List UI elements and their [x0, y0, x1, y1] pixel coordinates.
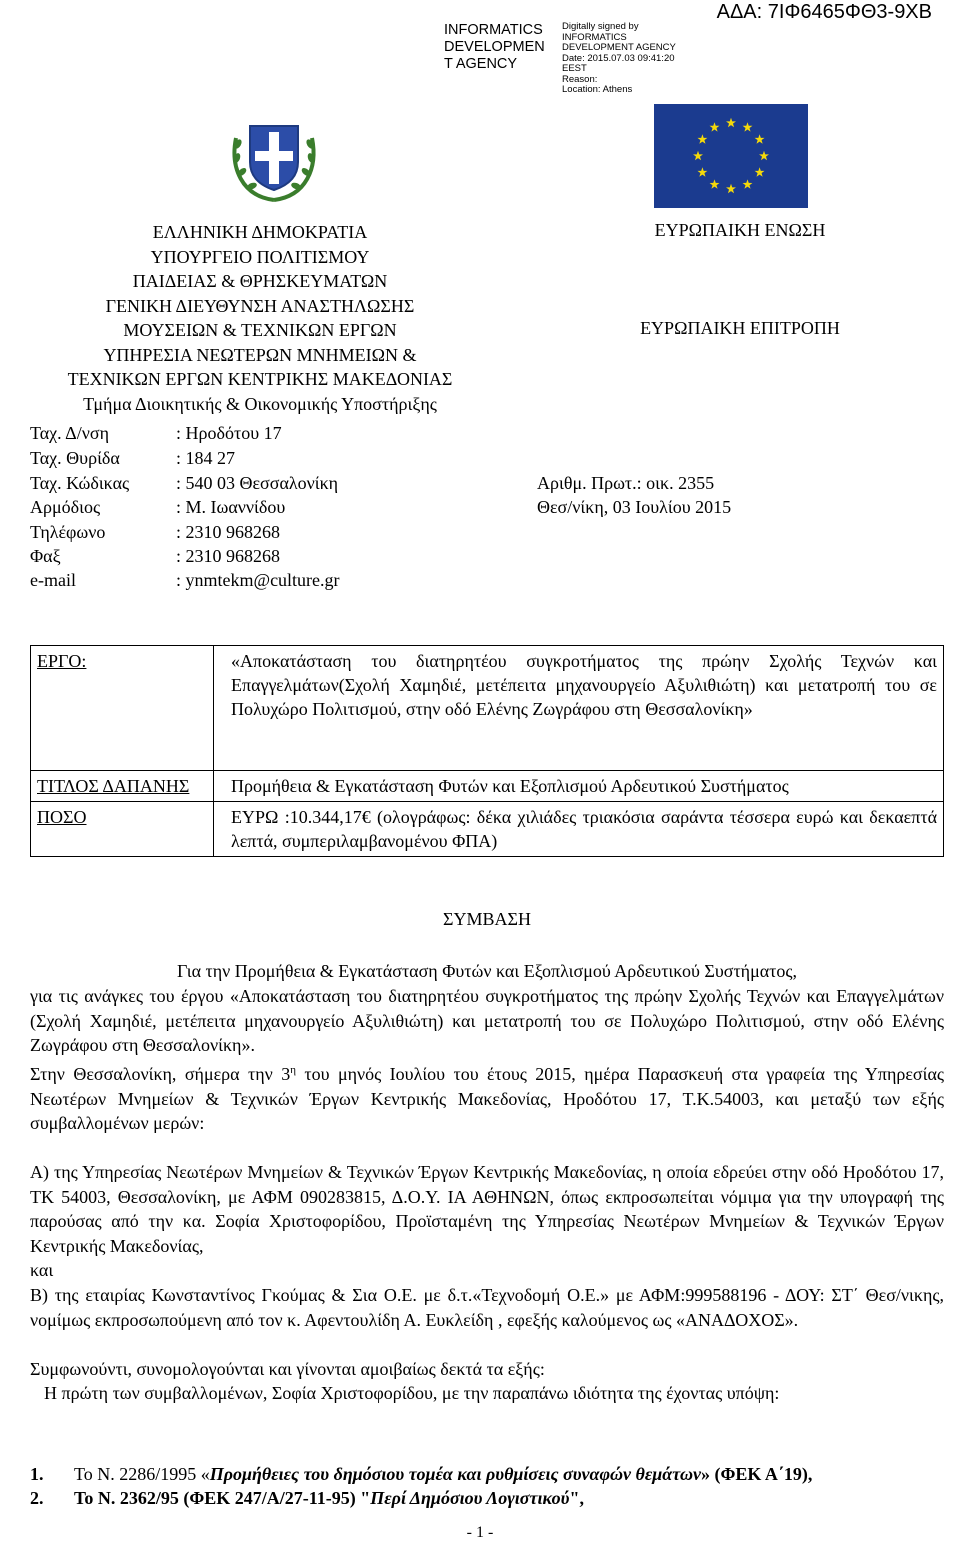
list-text-post: ", — [569, 1488, 584, 1508]
list-text — [74, 1464, 812, 1485]
address-value: : 2310 968268 — [176, 522, 281, 542]
address-key: Αρμόδιος — [30, 497, 101, 517]
table-row — [31, 771, 944, 802]
greek-emblem-icon — [222, 104, 326, 208]
contract-paragraph — [30, 1058, 944, 1136]
table-row — [31, 802, 944, 857]
authority-line: ΠΑΙΔΕΙΑΣ & ΘΡΗΣΚΕΥΜΑΤΩΝ — [132, 271, 388, 291]
address-value: : 2310 968268 — [176, 546, 281, 566]
address-key: Ταχ. Δ/νση — [30, 423, 110, 443]
issuing-authority — [0, 220, 520, 416]
paragraph-text: του μηνός Ιουλίου του έτους 2015, ημέρα Παρασκευή στα γραφεία της Υπηρεσίας Νεωτέρων Μνημείων & Τεχνικών Έργων Κεντρικής Μακεδονίας, Ηροδότου 17, Τ.Κ.54003, και μεταξύ των εξής συμβαλλομένων μερών: — [30, 1064, 944, 1133]
address-value: : 184 27 — [176, 448, 236, 468]
ada-code: ΑΔΑ: 7ΙΦ6465ΦΘ3-9ΧΒ — [716, 1, 932, 23]
expense-title-value: Προμήθεια & Εγκατάσταση Φυτών και Εξοπλισμού Αρδευτικού Συστήματος — [214, 771, 944, 802]
contract-and: και — [30, 1260, 54, 1280]
address-value: : ynmtekm@culture.gr — [176, 570, 340, 590]
contract-paragraph: για τις ανάγκες του έργου «Αποκατάσταση του διατηρητέου συγκροτήματος της πρώην Σχολής Τεχνών και Επαγγελμάτων (Σχολή Χαμηδιέ, μετέπειτα μηχανουργείο Αξυλιθιώτη) και μετατροπή του σε Πολυχώρο Πολιτισμού, στην οδό Ελένης Ζωγράφου στη Θεσσαλονίκη». — [30, 986, 944, 1055]
address-value: : 540 03 Θεσσαλονίκη — [176, 473, 339, 493]
paragraph-text: Στην Θεσσαλονίκη, σήμερα την 3 — [30, 1064, 291, 1084]
authority-line: ΓΕΝΙΚΗ ΔΙΕΥΘΥΝΣΗ ΑΝΑΣΤΗΛΩΣΗΣ — [105, 295, 415, 316]
ordinal-suffix: η — [290, 1064, 296, 1076]
project-table — [30, 645, 944, 857]
list-text-post: » (ΦΕΚ Α΄19), — [700, 1464, 813, 1484]
contract-paragraph: Συμφωνούντι, συνομολογούνται και γίνονται αμοιβαίως δεκτά τα εξής: — [30, 1359, 545, 1379]
signature-details — [562, 22, 692, 96]
protocol-number: Αριθμ. Πρωτ.: οικ. 2355 — [537, 473, 715, 493]
contract-subject: Για την Προμήθεια & Εγκατάσταση Φυτών και Εξοπλισμού Αρδευτικού Συστήματος, — [176, 961, 798, 981]
eu-flag-icon — [654, 104, 808, 208]
authority-line: ΥΠΟΥΡΓΕΙΟ ΠΟΛΙΤΙΣΜΟΥ — [150, 246, 370, 267]
list-text — [74, 1488, 584, 1509]
signature-org-line: INFORMATICS — [444, 22, 543, 38]
list-number: 2. — [30, 1488, 44, 1508]
address-key: e-mail — [30, 570, 76, 590]
authority-line: ΜΟΥΣΕΙΩΝ & ΤΕΧΝΙΚΩΝ ΕΡΓΩΝ — [123, 320, 397, 340]
contract-party-a: Α) της Υπηρεσίας Νεωτέρων Μνημείων & Τεχνικών Έργων Κεντρικής Μακεδονίας, η οποία εδρεύει στην οδό Ηροδότου 17, ΤΚ 54003, Θεσσαλονίκη, με ΑΦΜ 090283815, Δ.Ο.Υ. ΙΑ ΑΘΗΝΩΝ, όπως εκπροσωπείται νόμιμα για την υπογραφή της παρούσας από την κα. Σοφία Χριστοφορίδου, Προϊσταμένη της Υπηρεσίας Νεωτέρων Μνημείων & Τεχνικών Έργων Κεντρικής Μακεδονίας, — [30, 1162, 944, 1256]
protocol-date: Θεσ/νίκη, 03 Ιουλίου 2015 — [537, 497, 732, 517]
project-value: «Αποκατάσταση του διατηρητέου συγκροτήματος της πρώην Σχολής Τεχνών και Επαγγελμάτων(Σχολή Χαμηδιέ, μετέπειτα μηχανουργείο Αξυλιθιώτη) και μετατροπή του σε Πολυχώρο Πολιτισμού, στην οδό Ελένης Ζωγράφου στη Θεσσαλονίκη» — [214, 646, 944, 771]
address-key: Ταχ. Θυρίδα — [30, 448, 120, 468]
address-key: Φαξ — [30, 546, 61, 566]
list-text-pre: Το Ν. 2286/1995 « — [74, 1464, 210, 1484]
expense-title-label: ΤΙΤΛΟΣ ΔΑΠΑΝΗΣ — [31, 771, 214, 802]
address-key: Τηλέφωνο — [30, 522, 106, 542]
list-item — [30, 1488, 584, 1509]
authority-line: Τμήμα Διοικητικής & Οικονομικής Υποστήριξης — [83, 393, 437, 414]
amount-value: ΕΥΡΩ :10.344,17€ (ολογράφως: δέκα χιλιάδες τριακόσια σαράντα τέσσερα ευρώ και δεκαεπτά λεπτά, συμπεριλαμβανομένου ΦΠΑ) — [214, 802, 944, 857]
page-number: - 1 - — [466, 1524, 494, 1541]
signature-org-line: DEVELOPMEN — [444, 39, 545, 55]
signature-signer: DEVELOPMENT AGENCY — [562, 42, 676, 53]
project-label: ΕΡΓΟ: — [31, 646, 214, 771]
table-row — [31, 646, 944, 771]
signature-signer: INFORMATICS — [562, 31, 627, 43]
list-number: 1. — [30, 1464, 44, 1484]
eu-commission-label: ΕΥΡΩΠΑΙΚΗ ΕΠΙΤΡΟΠΗ — [640, 318, 840, 338]
contract-paragraph: Η πρώτη των συμβαλλομένων, Σοφία Χριστοφορίδου, με την παραπάνω ιδιότητα της έχοντας υπόψη: — [44, 1383, 780, 1403]
address-key: Ταχ. Κώδικας — [30, 473, 130, 493]
list-text-pre: Το Ν. 2362/95 (ΦΕΚ 247/Α/27-11-95) " — [74, 1488, 371, 1508]
signature-label: Digitally signed by — [562, 21, 639, 32]
authority-line: ΤΕΧΝΙΚΩΝ ΕΡΓΩΝ ΚΕΝΤΡΙΚΗΣ ΜΑΚΕΔΟΝΙΑΣ — [67, 369, 453, 389]
contract-title: ΣΥΜΒΑΣΗ — [443, 909, 531, 929]
signature-reason: Reason: — [562, 73, 598, 85]
signature-organization — [444, 22, 559, 73]
authority-line: ΕΛΛΗΝΙΚΗ ΔΗΜΟΚΡΑΤΙΑ — [152, 222, 368, 242]
eu-union-label: ΕΥΡΩΠΑΙΚΗ ΕΝΩΣΗ — [654, 220, 826, 240]
address-value: : Μ. Ιωαννίδου — [176, 497, 286, 517]
signature-date: Date: 2015.07.03 09:41:20 — [562, 52, 675, 64]
signature-timezone: EEST — [562, 63, 587, 74]
amount-label: ΠΟΣΟ — [31, 802, 214, 857]
contract-party-b: Β) της εταιρίας Κωνσταντίνος Γκούμας & Σια Ο.Ε. με δ.τ.«Τεχνοδομή Ο.Ε.» με ΑΦΜ:999588196 - ΔΟΥ: ΣΤ΄ Θεσ/νικης, νομίμως εκπροσωπούμενη από τον κ. Αφεντουλίδη Α. Ευκλείδη , εφεξής καλούμενος ως «ΑΝΑΔΟΧΟΣ». — [30, 1285, 944, 1330]
signature-location: Location: Athens — [562, 84, 633, 95]
authority-line: ΥΠΗΡΕΣΙΑ ΝΕΩΤΕΡΩΝ ΜΝΗΜΕΙΩΝ & — [103, 344, 417, 365]
list-text-italic: Περί Δημόσιου Λογιστικού — [370, 1488, 570, 1508]
signature-org-line: T AGENCY — [444, 56, 518, 72]
list-text-italic: Προμήθειες του δημόσιου τομέα και ρυθμίσεις συναφών θεμάτων — [209, 1464, 701, 1484]
list-item — [30, 1464, 813, 1485]
address-value: : Ηροδότου 17 — [176, 423, 282, 443]
